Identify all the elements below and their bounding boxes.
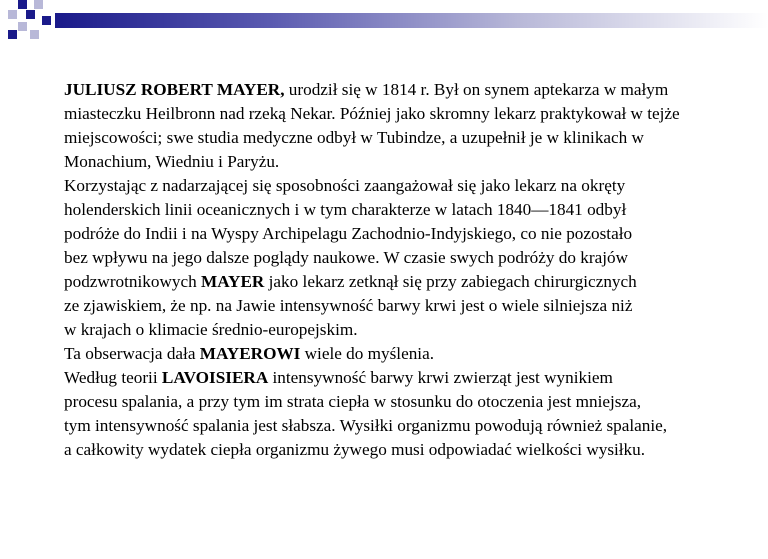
text-line: miejscowości; swe studia medyczne odbył w Tubindze, a uzupełnił je w klinikach w bbox=[64, 128, 644, 147]
decor-square bbox=[30, 30, 39, 39]
decor-square bbox=[18, 0, 27, 9]
bold-name: JULIUSZ ROBERT MAYER, bbox=[64, 80, 285, 99]
gradient-bar bbox=[55, 13, 768, 28]
slide-body bbox=[64, 78, 754, 462]
text-line: JULIUSZ ROBERT MAYER, urodził się w 1814 r. Był on synem aptekarza w małym bbox=[64, 80, 669, 99]
text-line: Korzystając z nadarzającej się sposobności zaangażował się jako lekarz na okręty bbox=[64, 176, 626, 195]
bold-name: MAYER bbox=[201, 272, 265, 291]
text-line: bez wpływu na jego dalsze poglądy naukowe. W czasie swych podróży do krajów bbox=[64, 248, 628, 267]
decor-square bbox=[8, 30, 17, 39]
decor-square bbox=[26, 10, 35, 19]
text-line: podróże do Indii i na Wyspy Archipelagu Zachodnio-Indyjskiego, co nie pozostało bbox=[64, 224, 633, 243]
text-line: ze zjawiskiem, że np. na Jawie intensywność barwy krwi jest o wiele silniejsza niż bbox=[64, 296, 633, 315]
text-line: Ta obserwacja dała MAYEROWI wiele do myślenia. bbox=[64, 344, 434, 363]
text-line: miasteczku Heilbronn nad rzeką Nekar. Później jako skromny lekarz praktykował w tejże bbox=[64, 104, 680, 123]
decor-square bbox=[8, 10, 17, 19]
text-line: Według teorii LAVOISIERA intensywność barwy krwi zwierząt jest wynikiem bbox=[64, 368, 613, 387]
decor-square bbox=[18, 22, 27, 31]
text-line: a całkowity wydatek ciepła organizmu żywego musi odpowiadać wielkości wysiłku. bbox=[64, 440, 646, 459]
text-line: Monachium, Wiedniu i Paryżu. bbox=[64, 152, 280, 171]
decor-square bbox=[34, 0, 43, 9]
bold-name: LAVOISIERA bbox=[161, 368, 269, 387]
bold-name: MAYEROWI bbox=[199, 344, 301, 363]
text-line: podzwrotnikowych MAYER jako lekarz zetknął się przy zabiegach chirurgicznych bbox=[64, 272, 637, 291]
text-line: w krajach o klimacie średnio-europejskim. bbox=[64, 320, 358, 339]
text-line: holenderskich linii oceanicznych i w tym charakterze w latach 1840—1841 odbył bbox=[64, 200, 627, 219]
text-line: tym intensywność spalania jest słabsza. Wysiłki organizmu powodują również spalanie, bbox=[64, 416, 668, 435]
header-decoration bbox=[0, 0, 768, 42]
decor-square bbox=[42, 16, 51, 25]
text-line: procesu spalania, a przy tym im strata ciepła w stosunku do otoczenia jest mniejsza, bbox=[64, 392, 642, 411]
